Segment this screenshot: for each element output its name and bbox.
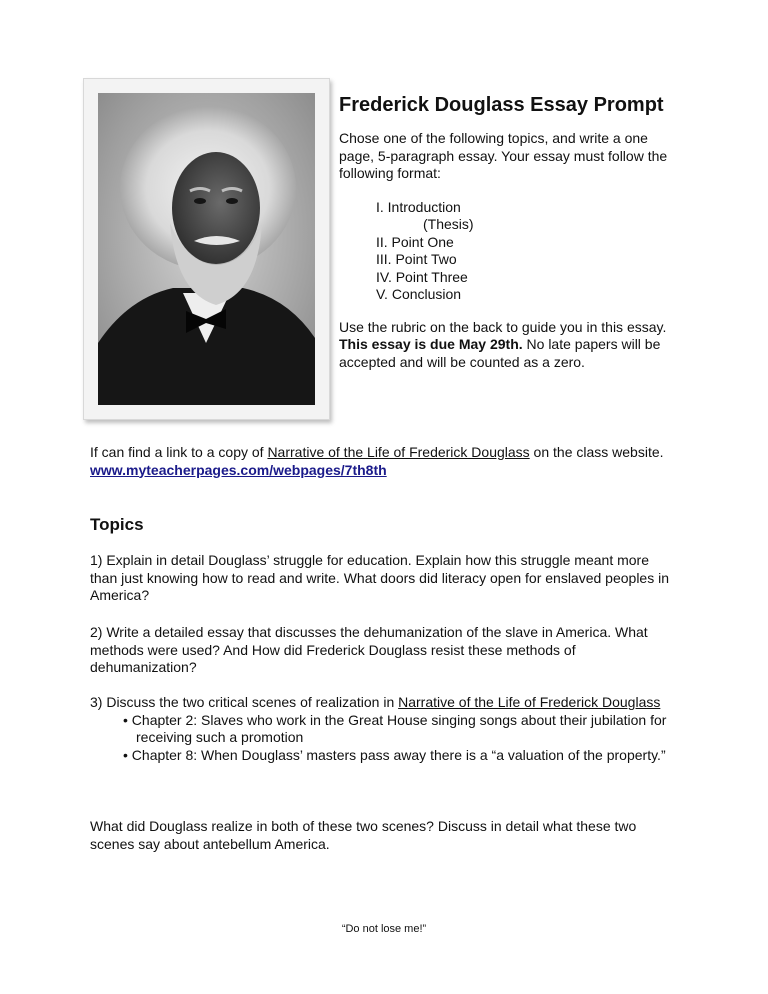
outline-item: III. Point Two: [376, 251, 457, 267]
outline-item: I. Introduction: [376, 198, 461, 215]
topic-3: [90, 694, 680, 764]
frederick-douglass-portrait: [98, 93, 315, 405]
topics-heading: Topics: [90, 515, 144, 534]
rubric-text-after: No late papers will be accepted and will be counted as a zero.: [339, 336, 661, 370]
page-title: Frederick Douglass Essay Prompt: [339, 94, 664, 116]
list-item: • Chapter 8: When Douglass’ masters pass away there is a “a valuation of the property.”: [123, 746, 666, 763]
prompt-header-column: [339, 92, 679, 371]
topic-1: 1) Explain in detail Douglass’ struggle for education. Explain how this struggle meant more than just knowing how to read and write. What doors did literacy open for enslaved peoples in America?: [90, 552, 670, 603]
portrait-frame: [83, 78, 330, 420]
portrait-illustration: [98, 93, 315, 405]
link-text-before: If can find a link to a copy of: [90, 444, 268, 460]
topic-3-bullets: [90, 712, 680, 765]
topic-3-intro: [90, 694, 680, 712]
footer-note: “Do not lose me!”: [341, 923, 427, 935]
due-date: This essay is due May 29th.: [339, 336, 523, 352]
outline-item: IV. Point Three: [376, 268, 468, 285]
link-paragraph: [90, 444, 680, 479]
rubric-paragraph: [339, 319, 679, 372]
topic-3-book-title: Narrative of the Life of Frederick Douglass: [398, 694, 661, 710]
class-website-link[interactable]: www.myteacherpages.com/webpages/7th8th: [90, 461, 387, 478]
topic-3-text: 3) Discuss the two critical scenes of realization in: [90, 694, 399, 710]
outline-item: II. Point One: [376, 233, 454, 250]
book-title: Narrative of the Life of Frederick Douglass: [267, 444, 530, 460]
outline-item: V. Conclusion: [376, 286, 462, 302]
closing-question: What did Douglass realize in both of these two scenes? Discuss in detail what these two scenes say about antebellum America.: [90, 818, 637, 852]
list-item: • Chapter 2: Slaves who work in the Great House singing songs about their jubilation for receiving such a promotion: [123, 711, 667, 745]
outline-item: (Thesis): [423, 216, 474, 232]
rubric-text-before: Use the rubric on the back to guide you in this essay.: [339, 318, 667, 335]
intro-paragraph: Chose one of the following topics, and write a one page, 5-paragraph essay. Your essay must follow the following format:: [339, 130, 668, 181]
essay-outline: [339, 199, 679, 304]
topic-2: 2) Write a detailed essay that discusses the dehumanization of the slave in America. What methods were used? And How did Frederick Douglass resist these methods of dehumanization?: [90, 624, 648, 675]
link-text-middle: on the class website.: [529, 444, 664, 460]
